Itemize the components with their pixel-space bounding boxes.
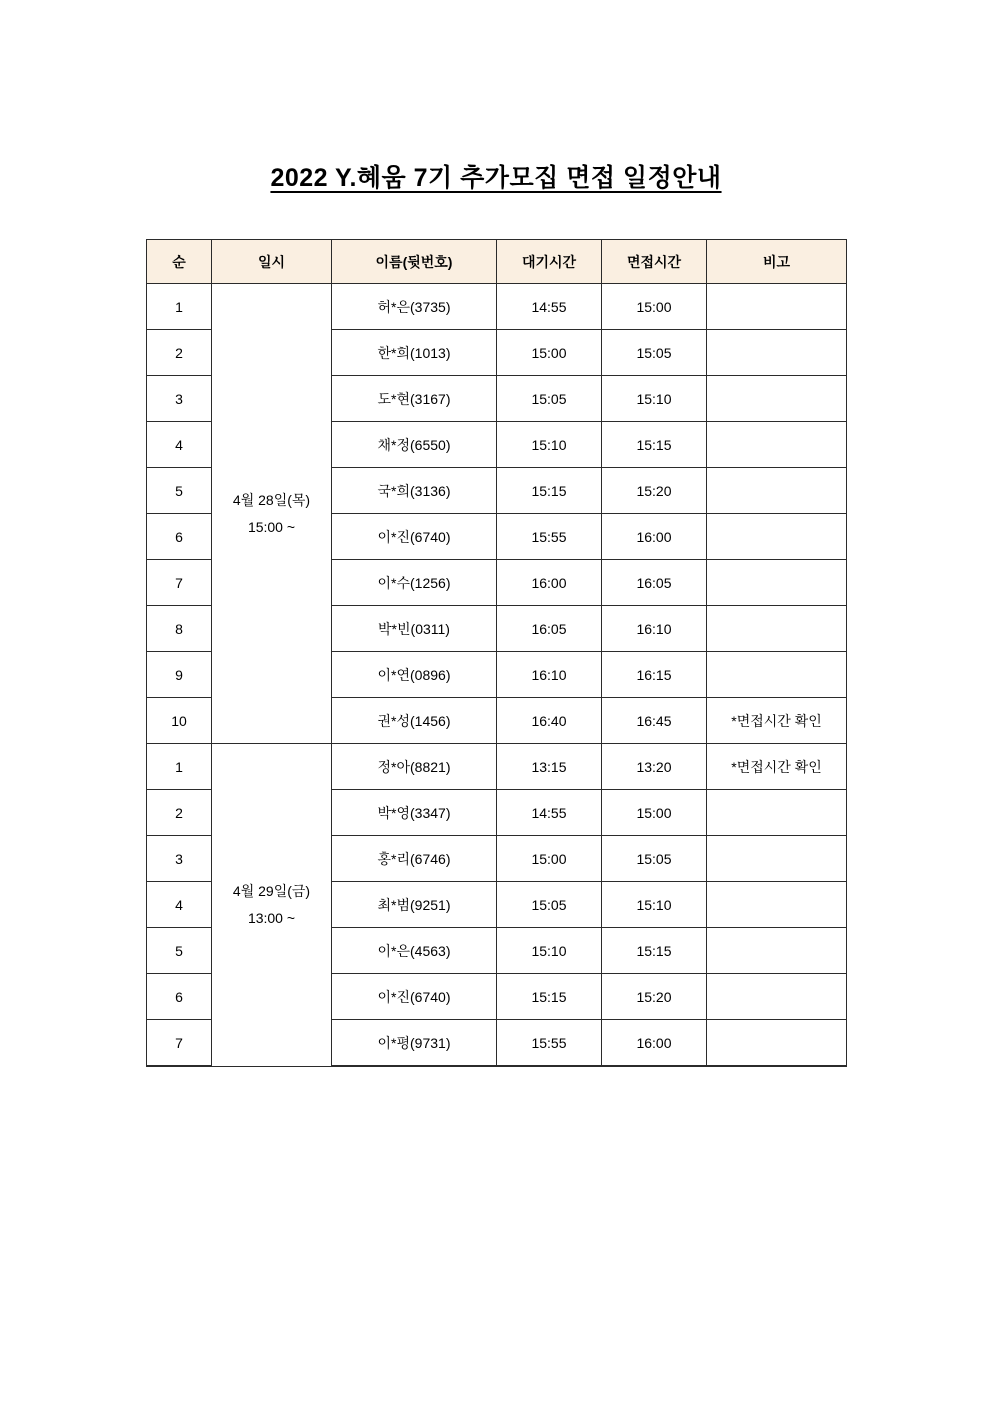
cell-no: 5	[147, 928, 212, 974]
table-header	[147, 240, 847, 284]
cell-wait: 15:10	[497, 928, 602, 974]
cell-interview: 15:20	[602, 974, 707, 1020]
cell-no: 9	[147, 652, 212, 698]
cell-note	[707, 422, 847, 468]
cell-date-group-1	[212, 284, 332, 744]
cell-wait: 15:00	[497, 330, 602, 376]
cell-name: 채*정(6550)	[332, 422, 497, 468]
cell-no: 7	[147, 1020, 212, 1067]
table-row	[147, 744, 847, 790]
cell-no: 2	[147, 790, 212, 836]
cell-name: 정*아(8821)	[332, 744, 497, 790]
cell-no: 8	[147, 606, 212, 652]
cell-wait: 15:15	[497, 974, 602, 1020]
cell-wait: 15:05	[497, 882, 602, 928]
column-header-no: 순	[147, 240, 212, 284]
cell-note	[707, 468, 847, 514]
cell-no: 2	[147, 330, 212, 376]
page-title: 2022 Y.혜움 7기 추가모집 면접 일정안내	[270, 164, 722, 192]
cell-name: 이*은(4563)	[332, 928, 497, 974]
cell-note	[707, 330, 847, 376]
cell-name: 최*범(9251)	[332, 882, 497, 928]
cell-interview: 15:15	[602, 928, 707, 974]
interview-schedule-table	[146, 239, 847, 1067]
cell-wait: 15:00	[497, 836, 602, 882]
column-header-note: 비고	[707, 240, 847, 284]
cell-note	[707, 284, 847, 330]
cell-note	[707, 790, 847, 836]
column-header-interview-time: 면접시간	[602, 240, 707, 284]
cell-date-group-2	[212, 744, 332, 1067]
table-body	[147, 284, 847, 1067]
date-line-2: 15:00 ~	[247, 518, 296, 535]
cell-interview: 16:45	[602, 698, 707, 744]
cell-interview: 16:05	[602, 560, 707, 606]
cell-wait: 16:40	[497, 698, 602, 744]
column-header-date: 일시	[212, 240, 332, 284]
cell-note	[707, 836, 847, 882]
cell-wait: 15:15	[497, 468, 602, 514]
cell-name: 이*진(6740)	[332, 514, 497, 560]
table-row	[147, 284, 847, 330]
cell-no: 6	[147, 514, 212, 560]
cell-note	[707, 652, 847, 698]
cell-note	[707, 928, 847, 974]
cell-interview: 16:00	[602, 514, 707, 560]
cell-name: 홍*리(6746)	[332, 836, 497, 882]
cell-name: 박*영(3347)	[332, 790, 497, 836]
cell-wait: 13:15	[497, 744, 602, 790]
cell-name: 허*은(3735)	[332, 284, 497, 330]
cell-no: 1	[147, 744, 212, 790]
cell-interview: 15:10	[602, 882, 707, 928]
cell-no: 1	[147, 284, 212, 330]
cell-name: 이*진(6740)	[332, 974, 497, 1020]
cell-note	[707, 974, 847, 1020]
cell-wait: 15:05	[497, 376, 602, 422]
cell-interview: 15:00	[602, 284, 707, 330]
cell-note	[707, 514, 847, 560]
cell-wait: 14:55	[497, 284, 602, 330]
cell-name: 이*평(9731)	[332, 1020, 497, 1067]
cell-wait: 14:55	[497, 790, 602, 836]
cell-wait: 15:55	[497, 1020, 602, 1067]
cell-interview: 13:20	[602, 744, 707, 790]
cell-wait: 16:10	[497, 652, 602, 698]
table-header-row	[147, 240, 847, 284]
date-line-1: 4월 29일(금)	[232, 883, 311, 900]
cell-interview: 16:10	[602, 606, 707, 652]
cell-note	[707, 882, 847, 928]
cell-no: 5	[147, 468, 212, 514]
cell-no: 7	[147, 560, 212, 606]
date-line-2: 13:00 ~	[247, 909, 296, 926]
cell-interview: 16:15	[602, 652, 707, 698]
cell-note: *면접시간 확인	[707, 698, 847, 744]
cell-name: 한*희(1013)	[332, 330, 497, 376]
cell-note	[707, 606, 847, 652]
cell-interview: 15:00	[602, 790, 707, 836]
cell-note: *면접시간 확인	[707, 744, 847, 790]
cell-wait: 15:10	[497, 422, 602, 468]
cell-no: 4	[147, 422, 212, 468]
cell-no: 6	[147, 974, 212, 1020]
cell-interview: 15:15	[602, 422, 707, 468]
cell-note	[707, 560, 847, 606]
date-line-1: 4월 28일(목)	[232, 491, 311, 508]
cell-no: 4	[147, 882, 212, 928]
cell-interview: 16:00	[602, 1020, 707, 1067]
cell-wait: 15:55	[497, 514, 602, 560]
cell-interview: 15:20	[602, 468, 707, 514]
cell-name: 박*빈(0311)	[332, 606, 497, 652]
cell-no: 10	[147, 698, 212, 744]
cell-no: 3	[147, 836, 212, 882]
cell-no: 3	[147, 376, 212, 422]
cell-interview: 15:05	[602, 330, 707, 376]
cell-name: 도*현(3167)	[332, 376, 497, 422]
cell-wait: 16:05	[497, 606, 602, 652]
cell-name: 이*수(1256)	[332, 560, 497, 606]
cell-name: 국*희(3136)	[332, 468, 497, 514]
cell-wait: 16:00	[497, 560, 602, 606]
cell-note	[707, 1020, 847, 1067]
column-header-wait-time: 대기시간	[497, 240, 602, 284]
column-header-name: 이름(뒷번호)	[332, 240, 497, 284]
cell-name: 이*연(0896)	[332, 652, 497, 698]
schedule-table-container	[146, 194, 846, 1067]
cell-note	[707, 376, 847, 422]
cell-interview: 15:05	[602, 836, 707, 882]
cell-interview: 15:10	[602, 376, 707, 422]
cell-name: 권*성(1456)	[332, 698, 497, 744]
